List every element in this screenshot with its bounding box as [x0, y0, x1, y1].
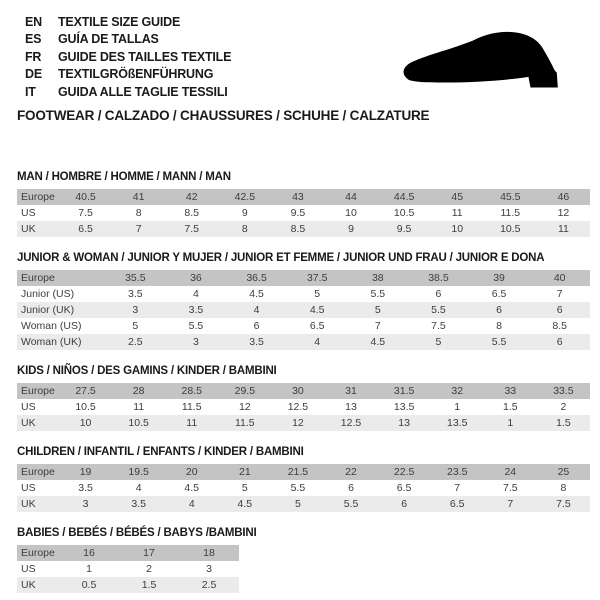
- size-cell: 5: [348, 302, 409, 318]
- language-list: [25, 13, 231, 101]
- size-cell: 4.5: [287, 302, 348, 318]
- size-cell: 13: [378, 415, 431, 431]
- size-cell: 4: [226, 302, 287, 318]
- section-title: JUNIOR & WOMAN / JUNIOR Y MUJER / JUNIOR ET FEMME / JUNIOR UND FRAU / JUNIOR E DONA: [17, 252, 545, 264]
- size-cell: 43: [271, 189, 324, 205]
- size-cell: 8: [218, 221, 271, 237]
- size-cell: 6: [435, 288, 442, 300]
- size-cell: 46: [537, 189, 590, 205]
- size-cell: 10: [345, 207, 357, 219]
- section-title: MAN / HOMBRE / HOMME / MANN / MAN: [17, 171, 231, 183]
- size-cell: 3.5: [128, 288, 143, 300]
- size-cell: 3.5: [112, 496, 165, 512]
- size-cell: 12.5: [287, 401, 309, 413]
- table-row: [17, 545, 239, 561]
- size-cell: 1.5: [537, 415, 590, 431]
- size-cell: 6.5: [491, 288, 507, 300]
- row-label: Junior (US): [21, 288, 75, 300]
- size-table: [17, 189, 590, 237]
- language-code: EN: [25, 14, 42, 29]
- size-cell: 6.5: [59, 221, 112, 237]
- size-cell: 32: [431, 383, 484, 399]
- size-table: [17, 383, 590, 431]
- size-cell: 3: [59, 496, 112, 512]
- table-row: [17, 286, 590, 302]
- size-cell: 45: [431, 189, 484, 205]
- size-cell: 4.5: [249, 288, 264, 300]
- size-cell: 31: [324, 383, 377, 399]
- size-cell: 38.5: [408, 270, 469, 286]
- size-cell: 4.5: [184, 482, 200, 494]
- size-cell: 8: [560, 482, 567, 494]
- size-cell: 18: [179, 545, 239, 561]
- row-label: UK: [17, 415, 59, 431]
- table-row: [17, 383, 590, 399]
- size-table: [17, 464, 590, 512]
- size-cell: 30: [271, 383, 324, 399]
- size-table: [17, 545, 239, 593]
- size-cell: 40.5: [59, 189, 112, 205]
- size-cell: 3.5: [78, 482, 93, 494]
- size-cell: 20: [165, 464, 218, 480]
- row-label: Woman (UK): [17, 334, 105, 350]
- size-cell: 35.5: [105, 270, 166, 286]
- size-cell: 2: [560, 401, 567, 413]
- size-cell: 38: [348, 270, 409, 286]
- size-cell: 1: [86, 563, 92, 575]
- size-cell: 23.5: [431, 464, 484, 480]
- size-cell: 40: [529, 270, 590, 286]
- table-row: [17, 318, 590, 334]
- size-cell: 11.5: [181, 401, 202, 413]
- size-cell: 1.5: [502, 401, 518, 413]
- dress-shoe-icon: [400, 31, 575, 95]
- size-cell: 7: [112, 221, 165, 237]
- size-cell: 10.5: [484, 221, 537, 237]
- size-cell: 4.5: [348, 334, 409, 350]
- size-cell: 10.5: [393, 207, 415, 219]
- size-cell: 11: [537, 221, 590, 237]
- size-cell: 3: [166, 334, 227, 350]
- size-cell: 25: [537, 464, 590, 480]
- size-cell: 29.5: [218, 383, 271, 399]
- table-row: [17, 334, 590, 350]
- table-row: [17, 496, 590, 512]
- size-cell: 41: [112, 189, 165, 205]
- size-cell: 7: [374, 320, 381, 332]
- size-table: [17, 270, 590, 350]
- size-cell: 22: [324, 464, 377, 480]
- size-cell: 5: [241, 482, 248, 494]
- size-cell: 19.5: [112, 464, 165, 480]
- size-cell: 5.5: [290, 482, 306, 494]
- size-cell: 44: [324, 189, 377, 205]
- size-cell: 5.5: [469, 334, 530, 350]
- language-row: [25, 13, 231, 31]
- size-cell: 1: [454, 401, 461, 413]
- section-title: BABIES / BEBÉS / BÉBÉS / BABYS /BAMBINI: [17, 527, 257, 539]
- language-row: [25, 66, 231, 84]
- row-label: US: [21, 401, 36, 413]
- size-cell: 3: [105, 302, 166, 318]
- size-table-section: [17, 527, 590, 593]
- size-cell: 44.5: [378, 189, 431, 205]
- row-label: UK: [17, 496, 59, 512]
- size-cell: 8.5: [552, 320, 567, 332]
- size-cell: 10.5: [75, 401, 96, 413]
- table-row: [17, 302, 590, 318]
- size-table-section: [17, 365, 590, 431]
- table-row: [17, 577, 239, 593]
- size-cell: 36: [166, 270, 227, 286]
- size-cell: 9: [324, 221, 377, 237]
- size-cell: 27.5: [59, 383, 112, 399]
- size-cell: 10: [59, 415, 112, 431]
- size-cell: 5.5: [370, 288, 386, 300]
- size-cell: 11: [451, 207, 463, 219]
- language-row: [25, 31, 231, 49]
- size-cell: 8.5: [271, 221, 324, 237]
- row-label: Woman (US): [21, 320, 82, 332]
- size-cell: 31.5: [378, 383, 431, 399]
- language-text: GUIDE DES TAILLES TEXTILE: [58, 49, 232, 64]
- size-cell: 3.5: [226, 334, 287, 350]
- size-tables: [17, 171, 590, 600]
- size-cell: 37.5: [287, 270, 348, 286]
- size-cell: 1.5: [119, 577, 179, 593]
- size-cell: 7.5: [502, 482, 518, 494]
- row-label: Europe: [17, 270, 105, 286]
- size-cell: 28: [112, 383, 165, 399]
- size-cell: 39: [469, 270, 530, 286]
- table-row: [17, 221, 590, 237]
- table-row: [17, 464, 590, 480]
- size-table-section: [17, 252, 590, 350]
- size-cell: 7.5: [537, 496, 590, 512]
- size-cell: 5.5: [324, 496, 377, 512]
- row-label: Europe: [17, 189, 59, 205]
- size-cell: 6: [469, 302, 530, 318]
- size-cell: 5: [132, 320, 139, 332]
- language-row: [25, 83, 231, 101]
- size-cell: 11.5: [500, 207, 521, 219]
- size-cell: 12: [557, 207, 570, 219]
- size-cell: 17: [119, 545, 179, 561]
- row-label: Europe: [17, 383, 59, 399]
- size-cell: 13.5: [431, 415, 484, 431]
- language-code: ES: [25, 32, 42, 47]
- size-cell: 6: [529, 302, 590, 318]
- size-cell: 7: [484, 496, 537, 512]
- size-cell: 4.5: [218, 496, 271, 512]
- size-cell: 6.5: [309, 320, 325, 332]
- size-cell: 4: [135, 482, 142, 494]
- size-cell: 6.5: [396, 482, 412, 494]
- size-cell: 9.5: [378, 221, 431, 237]
- language-text: TEXTILE SIZE GUIDE: [58, 14, 181, 29]
- size-cell: 24: [484, 464, 537, 480]
- table-row: [17, 480, 590, 496]
- size-cell: 42.5: [218, 189, 271, 205]
- size-cell: 5.5: [408, 302, 469, 318]
- table-row: [17, 399, 590, 415]
- row-label: US: [21, 207, 36, 219]
- size-cell: 45.5: [484, 189, 537, 205]
- size-cell: 3.5: [166, 302, 227, 318]
- table-row: [17, 415, 590, 431]
- row-label: US: [21, 563, 36, 575]
- size-cell: 2: [146, 563, 152, 575]
- size-cell: 10.5: [112, 415, 165, 431]
- size-cell: 2.5: [179, 577, 239, 593]
- table-row: [17, 189, 590, 205]
- size-cell: 13.5: [393, 401, 415, 413]
- size-cell: 9: [241, 207, 248, 219]
- size-cell: 9.5: [290, 207, 306, 219]
- size-cell: 6: [253, 320, 260, 332]
- size-cell: 12: [271, 415, 324, 431]
- language-text: TEXTILGRÖßENFÜHRUNG: [58, 67, 214, 82]
- size-cell: 0.5: [59, 577, 119, 593]
- size-cell: 5: [271, 496, 324, 512]
- size-cell: 8: [496, 320, 502, 332]
- size-cell: 7: [556, 288, 563, 300]
- table-row: [17, 205, 590, 221]
- language-text: GUÍA DE TALLAS: [58, 32, 159, 47]
- language-row: [25, 48, 231, 66]
- size-cell: 21: [218, 464, 271, 480]
- size-cell: 2.5: [105, 334, 166, 350]
- size-cell: 7.5: [78, 207, 93, 219]
- size-cell: 7: [454, 482, 461, 494]
- language-code: FR: [25, 49, 42, 64]
- size-cell: 1: [484, 415, 537, 431]
- row-label: US: [21, 482, 36, 494]
- size-cell: 8: [135, 207, 142, 219]
- section-title: CHILDREN / INFANTIL / ENFANTS / KINDER / BAMBINI: [17, 446, 304, 458]
- size-cell: 13: [345, 401, 357, 413]
- size-cell: 12.5: [324, 415, 377, 431]
- size-cell: 4: [287, 334, 348, 350]
- size-cell: 12: [238, 401, 251, 413]
- size-cell: 28.5: [165, 383, 218, 399]
- section-title: KIDS / NIÑOS / DES GAMINS / KINDER / BAMBINI: [17, 365, 277, 377]
- size-cell: 42: [165, 189, 218, 205]
- language-code: DE: [25, 67, 42, 82]
- size-cell: 22.5: [378, 464, 431, 480]
- size-cell: 21.5: [271, 464, 324, 480]
- row-label: Europe: [17, 464, 59, 480]
- size-cell: 11: [133, 401, 145, 413]
- size-cell: 33: [484, 383, 537, 399]
- table-row: [17, 270, 590, 286]
- size-table-section: [17, 171, 590, 237]
- size-cell: 6: [378, 496, 431, 512]
- row-label: UK: [17, 577, 59, 593]
- size-cell: 7.5: [165, 221, 218, 237]
- size-cell: 6: [348, 482, 354, 494]
- table-row: [17, 561, 239, 577]
- size-cell: 6.5: [431, 496, 484, 512]
- size-cell: 19: [59, 464, 112, 480]
- size-cell: 7.5: [431, 320, 446, 332]
- size-cell: 8.5: [184, 207, 200, 219]
- language-code: IT: [25, 84, 36, 99]
- row-label: Junior (UK): [17, 302, 105, 318]
- size-cell: 4: [165, 496, 218, 512]
- category-line: FOOTWEAR / CALZADO / CHAUSSURES / SCHUHE / CALZATURE: [17, 108, 430, 123]
- size-cell: 16: [59, 545, 119, 561]
- size-cell: 6: [529, 334, 590, 350]
- row-label: Europe: [17, 545, 59, 561]
- language-text: GUIDA ALLE TAGLIE TESSILI: [58, 84, 228, 99]
- size-cell: 5.5: [188, 320, 204, 332]
- size-table-section: [17, 446, 590, 512]
- size-cell: 33.5: [537, 383, 590, 399]
- size-cell: 4: [193, 288, 199, 300]
- size-cell: 3: [206, 563, 212, 575]
- size-cell: 11: [165, 415, 218, 431]
- size-cell: 5: [314, 288, 321, 300]
- size-cell: 10: [431, 221, 484, 237]
- row-label: UK: [17, 221, 59, 237]
- size-cell: 11.5: [218, 415, 271, 431]
- size-cell: 5: [408, 334, 469, 350]
- size-cell: 36.5: [226, 270, 287, 286]
